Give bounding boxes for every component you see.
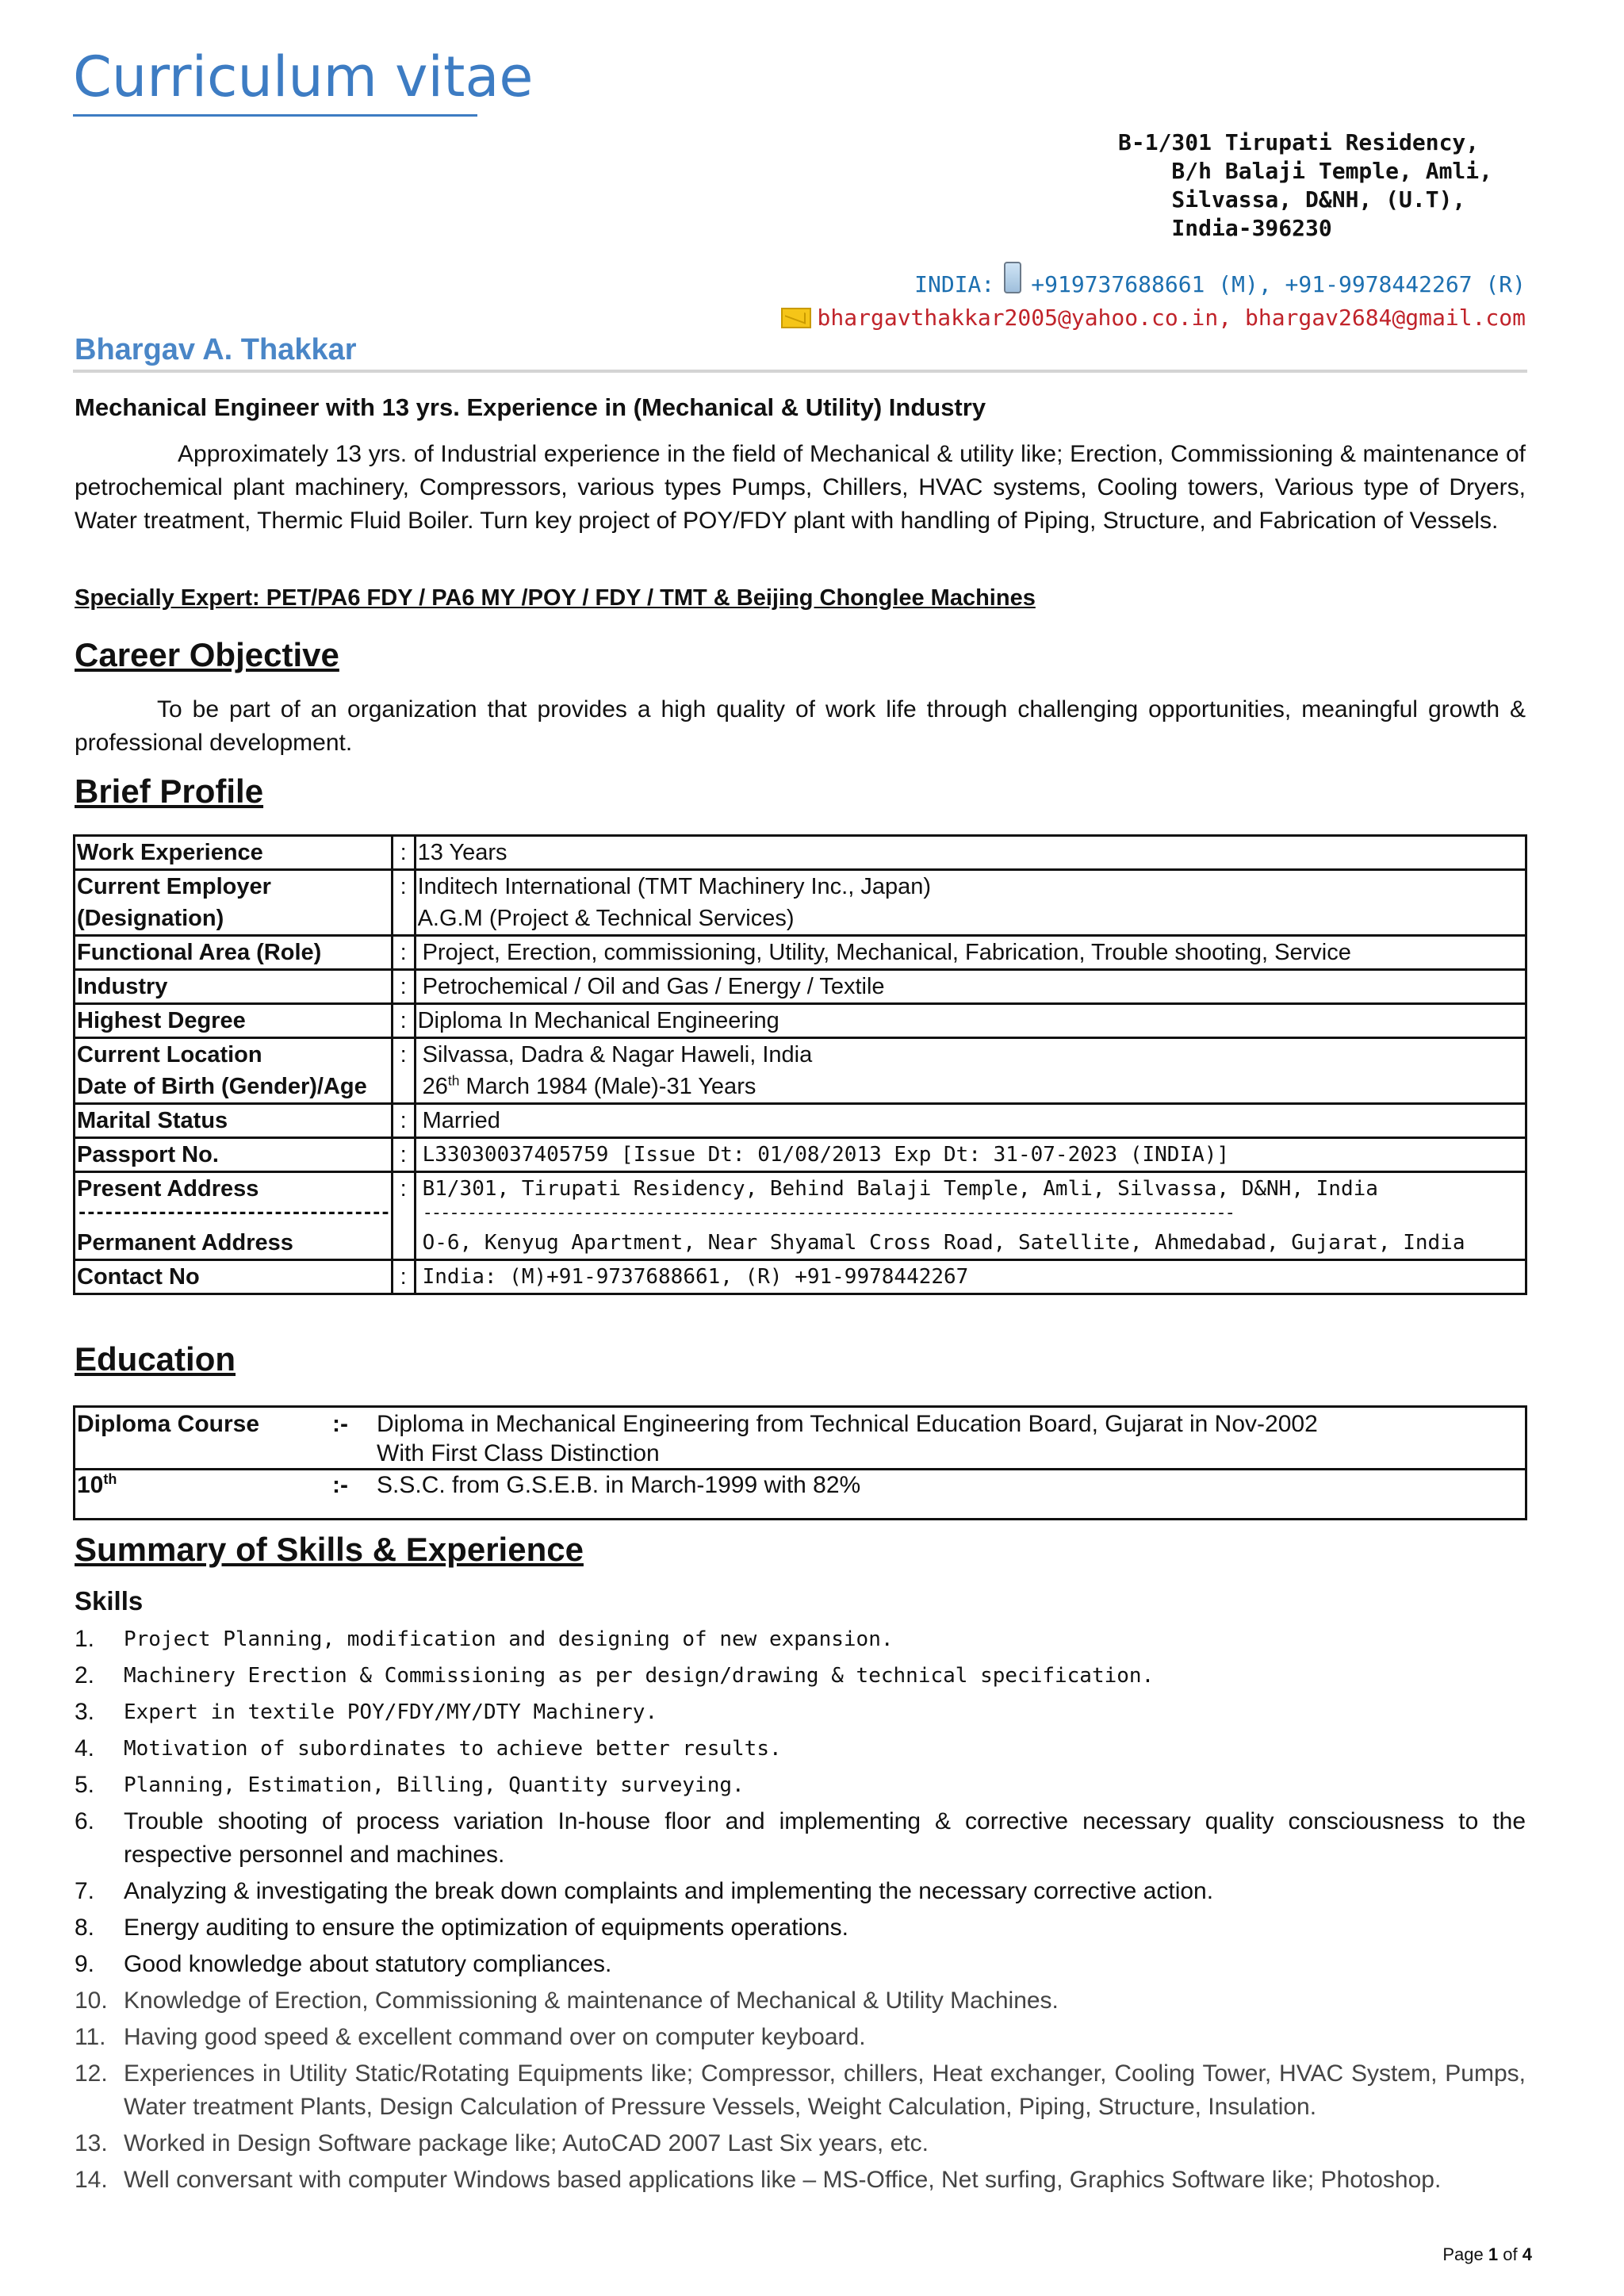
career-objective-paragraph	[75, 693, 1526, 760]
profile-label: Work Experience	[75, 836, 393, 870]
table-row	[75, 1260, 1526, 1294]
table-row	[75, 836, 1526, 870]
profile-label	[75, 1172, 393, 1260]
list-item	[75, 2057, 1526, 2124]
profile-colon: :	[392, 836, 415, 870]
profile-colon: :	[392, 936, 415, 970]
profile-value: India: (M)+91-9737688661, (R) +91-9978442267	[415, 1260, 1526, 1294]
list-item	[75, 1623, 1526, 1656]
intro-text: Approximately 13 yrs. of Industrial experience in the field of Mechanical & utility like; Erection, Commissioning & maintenance of petrochemical plant machinery, Compressors, various types Pumps, Chillers, HVAC systems, Cooling towers, Various type of Dryers, Water treatment, Thermic Fluid Boiler. Turn key project of POY/FDY plant with handling of Piping, Structure, and Fabrication of Vessels.	[75, 441, 1526, 534]
profile-label: Industry	[75, 970, 393, 1004]
profile-value: Petrochemical / Oil and Gas / Energy / Textile	[415, 970, 1526, 1004]
list-number: 9.	[75, 1951, 95, 1977]
table-row	[75, 936, 1526, 970]
page-number: 1	[1488, 2244, 1499, 2264]
table-row	[75, 1470, 1526, 1520]
present-address: B1/301, Tirupati Residency, Behind Balaji Temple, Amli, Silvassa, D&NH, India	[422, 1177, 1378, 1201]
intro-paragraph	[75, 438, 1526, 538]
education-value	[377, 1407, 1526, 1470]
list-number: 4.	[75, 1735, 95, 1761]
document-title: Curriculum vitae	[73, 44, 534, 109]
education-separator: :-	[332, 1407, 377, 1470]
address-line: India-396230	[1118, 215, 1332, 241]
profile-colon: :	[392, 1038, 415, 1104]
table-row	[75, 1038, 1526, 1104]
name-divider	[73, 370, 1527, 373]
skill-text: Project Planning, modification and designing of new expansion.	[124, 1627, 894, 1651]
candidate-name: Bhargav A. Thakkar	[75, 333, 357, 366]
of-label: of	[1503, 2244, 1518, 2264]
list-number: 14.	[75, 2167, 108, 2193]
table-row	[75, 1172, 1526, 1260]
list-number: 11.	[75, 2024, 106, 2050]
skill-text: Energy auditing to ensure the optimization of equipments operations.	[124, 1915, 848, 1941]
phone-numbers: +919737688661 (M), +91-9978442267 (R)	[1031, 270, 1526, 297]
brief-profile-heading: Brief Profile	[75, 772, 264, 810]
table-row	[75, 1407, 1526, 1470]
career-objective-text: To be part of an organization that provides a high quality of work life through challenging opportunities, meaningful growth & professional development.	[75, 696, 1526, 756]
skills-heading: Skills	[75, 1586, 144, 1616]
skill-text: Worked in Design Software package like; AutoCAD 2007 Last Six years, etc.	[124, 2130, 929, 2156]
dashed-separator: -----------------------------------	[77, 1205, 389, 1222]
profile-label	[75, 870, 393, 936]
dob-rest: March 1984 (Male)-31 Years	[459, 1074, 756, 1099]
grade-number: 10	[77, 1472, 104, 1498]
profile-label: Functional Area (Role)	[75, 936, 393, 970]
table-row	[75, 1138, 1526, 1172]
address-line: B-1/301 Tirupati Residency,	[1118, 129, 1480, 155]
skills-list	[75, 1623, 1526, 2200]
page-footer	[1442, 2244, 1532, 2265]
education-value: S.S.C. from G.S.E.B. in March-1999 with 82%	[377, 1470, 1526, 1520]
education-label: Diploma Course	[75, 1407, 333, 1470]
list-item	[75, 2021, 1526, 2054]
list-item	[75, 1696, 1526, 1729]
list-number: 5.	[75, 1772, 95, 1798]
career-objective-heading: Career Objective	[75, 636, 339, 673]
list-item	[75, 1659, 1526, 1692]
address-line: Silvassa, D&NH, (U.T),	[1118, 186, 1466, 213]
profile-value: Project, Erection, commissioning, Utility, Mechanical, Fabrication, Trouble shooting, Service	[415, 936, 1526, 970]
skill-text: Machinery Erection & Commissioning as per design/drawing & technical specification.	[124, 1664, 1155, 1688]
profile-value: 13 Years	[415, 836, 1526, 870]
skill-text: Knowledge of Erection, Commissioning & maintenance of Mechanical & Utility Machines.	[124, 1987, 1059, 2014]
education-separator: :-	[332, 1470, 377, 1520]
address-line: B/h Balaji Temple, Amli,	[1118, 158, 1493, 184]
list-number: 8.	[75, 1915, 95, 1941]
mobile-phone-icon	[1004, 262, 1021, 293]
profile-label: Marital Status	[75, 1104, 393, 1138]
profile-value-line: A.G.M (Project & Technical Services)	[417, 906, 795, 931]
postal-address	[1118, 128, 1492, 243]
profile-colon: :	[392, 1172, 415, 1260]
email-addresses[interactable]: bhargavthakkar2005@yahoo.co.in, bhargav2684@gmail.com	[817, 305, 1526, 331]
education-heading: Education	[75, 1340, 236, 1378]
profile-label: Highest Degree	[75, 1004, 393, 1038]
list-item	[75, 1805, 1526, 1872]
list-number: 6.	[75, 1808, 95, 1834]
profile-colon: :	[392, 970, 415, 1004]
table-row	[75, 870, 1526, 936]
list-number: 13.	[75, 2130, 108, 2156]
list-number: 1.	[75, 1626, 95, 1652]
profile-value	[415, 870, 1526, 936]
list-item	[75, 1769, 1526, 1802]
skill-text: Well conversant with computer Windows based applications like – MS-Office, Net surfing, Graphics Software like; Photoshop.	[124, 2167, 1442, 2193]
summary-heading: Summary of Skills & Experience	[75, 1531, 584, 1568]
profile-label-line: (Designation)	[77, 906, 224, 931]
profile-value-line: Silvassa, Dadra & Nagar Haweli, India	[422, 1042, 813, 1068]
dob-suffix: th	[447, 1072, 460, 1089]
email-contact	[781, 305, 1526, 331]
profile-value: L33030037405759 [Issue Dt: 01/08/2013 Exp Dt: 31-07-2023 (INDIA)]	[415, 1138, 1526, 1172]
profile-value: Diploma In Mechanical Engineering	[415, 1004, 1526, 1038]
profile-label: Contact No	[75, 1260, 393, 1294]
profile-label-line: Permanent Address	[77, 1230, 293, 1255]
education-value-line: With First Class Distinction	[377, 1440, 660, 1466]
profile-label-line: Date of Birth (Gender)/Age	[77, 1074, 367, 1099]
list-number: 10.	[75, 1987, 108, 2014]
list-number: 3.	[75, 1699, 95, 1725]
profile-colon: :	[392, 1260, 415, 1294]
list-item	[75, 2127, 1526, 2160]
list-item	[75, 1911, 1526, 1945]
list-item	[75, 1984, 1526, 2018]
list-number: 12.	[75, 2060, 108, 2087]
title-underline	[73, 114, 477, 117]
profile-colon: :	[392, 870, 415, 936]
brief-profile-table	[73, 834, 1527, 1295]
date-of-birth	[423, 1071, 1523, 1102]
phone-contact	[914, 268, 1526, 300]
professional-headline: Mechanical Engineer with 13 yrs. Experience in (Mechanical & Utility) Industry	[75, 393, 986, 421]
education-value-line: Diploma in Mechanical Engineering from Technical Education Board, Gujarat in Nov-2002	[377, 1411, 1318, 1437]
education-table	[73, 1405, 1527, 1520]
grade-suffix: th	[103, 1471, 117, 1487]
list-item	[75, 1732, 1526, 1765]
profile-label-line: Present Address	[77, 1176, 259, 1202]
profile-value: Married	[415, 1104, 1526, 1138]
envelope-icon	[781, 308, 811, 328]
education-label	[75, 1470, 333, 1520]
profile-label	[75, 1038, 393, 1104]
table-row	[75, 1104, 1526, 1138]
profile-label-line: Current Employer	[77, 874, 271, 899]
skill-text: Trouble shooting of process variation In-house floor and implementing & corrective necessary quality consciousness to the respective personnel and machines.	[124, 1808, 1526, 1868]
list-item	[75, 1948, 1526, 1981]
skill-text: Analyzing & investigating the break down complaints and implementing the necessary corrective action.	[124, 1878, 1214, 1904]
page-total: 4	[1522, 2244, 1532, 2264]
profile-label-line: Current Location	[77, 1042, 262, 1068]
skill-text: Experiences in Utility Static/Rotating Equipments like; Compressor, chillers, Heat exchanger, Cooling Tower, HVAC System, Pumps, Water treatment Plants, Design Calculation of Pressure Vessels, Weight Calculation, Piping, Structure, Insulation.	[124, 2060, 1526, 2120]
skill-text: Planning, Estimation, Billing, Quantity surveying.	[124, 1773, 745, 1797]
profile-value-line: Inditech International (TMT Machinery Inc., Japan)	[417, 874, 932, 899]
skill-text: Motivation of subordinates to achieve better results.	[124, 1737, 782, 1761]
list-number: 2.	[75, 1662, 95, 1688]
profile-label: Passport No.	[75, 1138, 393, 1172]
table-row	[75, 970, 1526, 1004]
list-item	[75, 2164, 1526, 2197]
profile-value	[415, 1038, 1526, 1104]
permanent-address: O-6, Kenyug Apartment, Near Shyamal Cross Road, Satellite, Ahmedabad, Gujarat, India	[422, 1231, 1465, 1255]
profile-colon: :	[392, 1104, 415, 1138]
phone-country-label: INDIA:	[914, 270, 995, 297]
skill-text: Having good speed & excellent command over on computer keyboard.	[124, 2024, 866, 2050]
list-item	[75, 1875, 1526, 1908]
skill-text: Expert in textile POY/FDY/MY/DTY Machinery.	[124, 1700, 658, 1724]
profile-colon: :	[392, 1004, 415, 1038]
table-row	[75, 1004, 1526, 1038]
dob-day: 26	[422, 1074, 448, 1099]
page-label: Page	[1442, 2244, 1484, 2264]
expertise-line: Specially Expert: PET/PA6 FDY / PA6 MY /POY / FDY / TMT & Beijing Chonglee Machines	[75, 585, 1036, 611]
profile-value	[415, 1172, 1526, 1260]
dashed-separator: -------------------------------------------------------------------------------------------	[422, 1205, 1234, 1222]
skill-text: Good knowledge about statutory compliances.	[124, 1951, 612, 1977]
list-number: 7.	[75, 1878, 95, 1904]
profile-colon: :	[392, 1138, 415, 1172]
